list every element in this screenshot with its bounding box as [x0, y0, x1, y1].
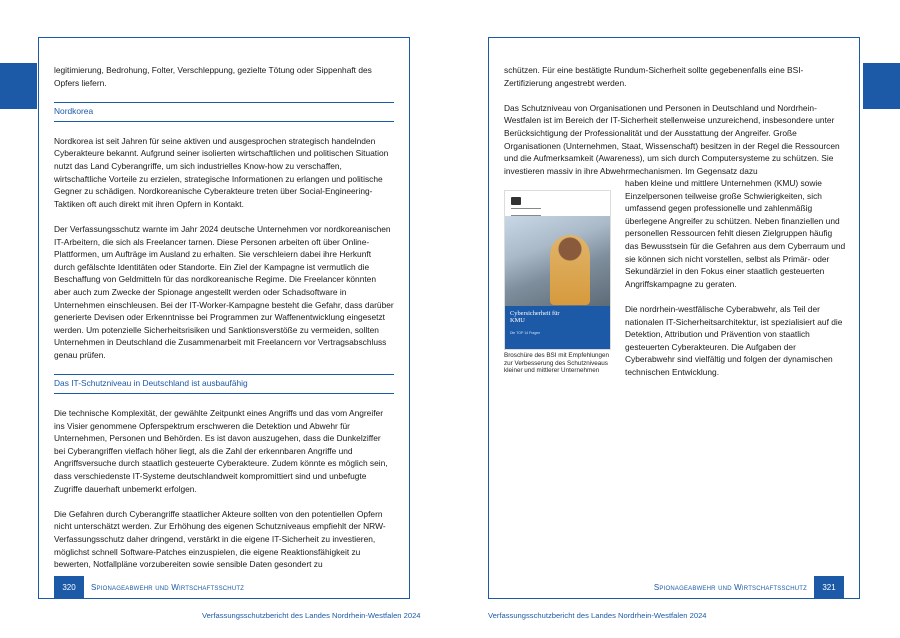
- brochure-subtitle: Die TOP 14 Fragen: [510, 331, 541, 335]
- paragraph: legitimierung, Bedrohung, Folter, Verschleppung, gezielte Tötung oder Sippenhaft des Opfers liefern.: [54, 65, 372, 88]
- page-number: 321: [814, 576, 844, 598]
- paragraph: Der Verfassungsschutz warnte im Jahr 2024 deutsche Unternehmen vor nordkoreanischen IT-Arbeitern, die sich als Freelancer tarnen. Diese Personen arbeiten oft über Online-Plattformen, um Aufträge im Ausland zu erhalten. Sie verschleiern dabei ihre Herkunft durch gefälschte Identitäten oder Standorte. Ein Ziel der Kampagne ist vermutlich die Beschaffung von Geldmitteln für das nordkoreanische Regime. Die Freelancer könnten aber auch zum Zwecke der Spionage angestellt werden oder Schadsoftware in Unternehmen einschleusen. Bei der IT-Worker-Kampagne besteht die Gefahr, dass darüber generierte Devisen oder Erkenntnisse bei Programmen zur Waffenentwicklung eingesetzt werden. Um potenzielle Sicherheitsrisiken und Sanktionsverstöße zu vermeiden, sollten Unternehmen in Deutschland die Zusammenarbeit mit Freelancern vor Vertragsabschluss genau prüfen.: [54, 223, 394, 360]
- side-tab-left: [0, 63, 37, 109]
- left-page: [38, 37, 410, 599]
- footer-left: Verfassungsschutzbericht des Landes Nordrhein-Westfalen 2024: [202, 611, 421, 620]
- footer-right: Verfassungsschutzbericht des Landes Nordrhein-Westfalen 2024: [488, 611, 707, 620]
- section-heading-nordkorea: Nordkorea: [54, 102, 394, 122]
- running-head: Spionageabwehr und Wirtschaftsschutz: [653, 583, 807, 592]
- paragraph: Die Gefahren durch Cyberangriffe staatlicher Akteure sollten von den potentiellen Opfern nicht unterschätzt werden. Zur Erhöhung des eigenen Schutzniveaus empfiehlt der NRW-Verfassungsschutz daher dringend, verstärkt in die eigene IT-Sicherheit zu investieren, möglichst schnell Software-Patches einzuspielen, die eigene Reaktionsfähigkeit zu bewerten, Notfallpläne vorzubereiten sowie sensible Daten gesondert zu: [54, 508, 386, 570]
- paragraph: Die nordrhein-westfälische Cyberabwehr, als Teil der nationalen IT-Sicherheitsarchitektur, ist spezialisiert auf die Detektion, Attribution und Prävention von staatlich gesteuerten Cyberakteuren. Die Aufgaben der Cyberabwehr sind vielfältig und folgen der dynamischen technischen Entwicklung.: [625, 303, 843, 377]
- paragraph: Das Schutzniveau von Organisationen und Personen in Deutschland und Nordrhein-Westfalen ist im Bereich der IT-Sicherheit stellenweise unzureichend, insbesondere unter Berücksichtigung der Professionalität und der Ausstattung der Angreifer. Große Organisationen (Unternehmen, Staat, Wissenschaft) besitzen in der Regel die Ressourcen und die Aufmerksamkeit (Awareness), um sich durch Computersysteme zu schützen. Sie investieren massiv in ihre Abwehrmechanismen. Im Gegensatz dazu: [504, 102, 840, 176]
- right-page: [488, 37, 860, 599]
- page-number: 320: [54, 576, 84, 598]
- woman-with-tablet-image: [550, 235, 590, 305]
- paragraph: haben kleine und mittlere Unternehmen (KMU) sowie Einzelpersonen teilweise große Schwierigkeiten, sich umfassend gegen professionelle und zahlenmäßig überlegene Angreifer zu schützen. Neben finanziellen und personellen Ressourcen fehlt diesen Zielgruppen häufig das Bewusstsein für die Gefahren aus dem Cyberraum und sie können sich nicht vorstellen, selbst als Primär- oder Sekundärziel in den Fokus einer staatlich gesteuerten Angriffskampagne zu geraten.: [625, 178, 846, 289]
- section-heading-it-schutzniveau: Das IT-Schutzniveau in Deutschland ist ausbaufähig: [54, 374, 394, 394]
- brochure-title: Cybersicherheit für KMU: [510, 310, 560, 324]
- paragraph: Die technische Komplexität, der gewählte Zeitpunkt eines Angriffs und das vom Angreifer ins Visier genommene Opferspektrum erschweren die Detektion und Abwehr für Unternehmen, Personen und Behörden. Es ist davon auszugehen, dass die Dunkelziffer bei Cyberangriffen vielfach höher liegt, als die Zahl der erkennbaren Angriffe und Angriffsversuche durch staatlich gesteuerte Cyberakteure. Zudem könnte es möglich sein, dass verschiedenste IT-Systeme deutschlandweit kompromittiert sind und unbefugte Zugriffe dauerhaft unbemerkt erfolgen.: [54, 408, 388, 494]
- brochure-cover-image: [504, 190, 611, 350]
- paragraph: schützen. Für eine bestätigte Rundum-Sicherheit sollte gegebenenfalls eine BSI-Zertifizierung angestrebt werden.: [504, 65, 804, 88]
- image-caption: Broschüre des BSI mit Empfehlungen zur Verbesserung des Schutzniveaus kleiner und mittlerer Unternehmen: [504, 352, 610, 375]
- federal-eagle-icon: [511, 197, 521, 205]
- right-page-text: [504, 64, 846, 190]
- paragraph: Nordkorea ist seit Jahren für seine aktiven und ausgesprochen strategisch handelnden Cyberakteure bekannt. Aufgrund seiner isolierten wirtschaftlichen und politischen Situation nutzt das Land Cyberangriffe, um sich industrielles Know-how zu verschaffen, wirtschaftliche Vorteile zu erzielen, strategische Informationen zu erlangen und politische Gegner zu schädigen. Nordkoreanische Cyberakteure treten über Social-Engineering-Taktiken oft auch direkt mit ihren Opfern in Kontakt.: [54, 135, 389, 209]
- left-page-text: [54, 64, 394, 583]
- running-head: Spionageabwehr und Wirtschaftsschutz: [91, 583, 245, 592]
- wrapped-text: [625, 177, 846, 391]
- side-tab-right: [863, 63, 900, 109]
